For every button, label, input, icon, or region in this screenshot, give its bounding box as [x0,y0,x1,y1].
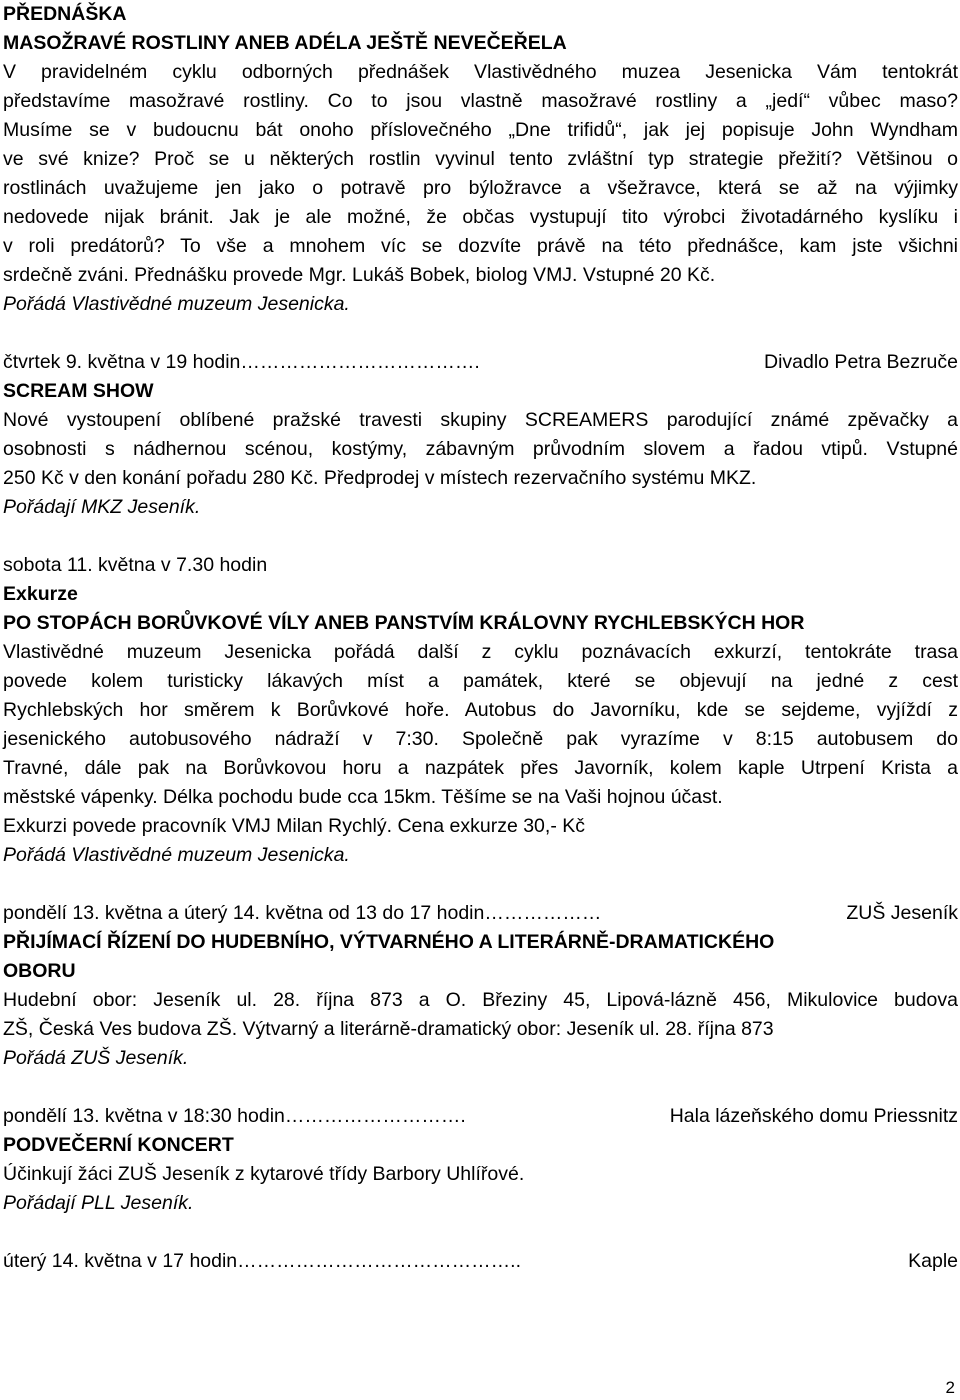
event-organizer: Pořádají PLL Jeseník. [3,1192,194,1214]
body-line: ve své knize? Proč se u některých rostlin vyvinul tento zvláštní typ strategie přežití? Většinou o [3,148,958,170]
event-organizer: Pořádají MKZ Jeseník. [3,496,201,518]
body-line: Účinkují žáci ZUŠ Jeseník z kytarové třídy Barbory Uhlířové. [3,1163,525,1185]
body-line: Musíme se v budoucnu bát onoho příslovečného „Dne trifidů“, jak jej popisuje John Wyndham [3,119,958,141]
body-line: 250 Kč v den konání pořadu 280 Kč. Předprodej v místech rezervačního systému MKZ. [3,467,757,489]
body-line: V pravidelném cyklu odborných přednášek Vlastivědného muzea Jesenicka Vám tentokrát [3,61,958,83]
event-venue: Hala lázeňského domu Priessnitz [669,1105,958,1127]
body-line: Rychlebských hor směrem k Borůvkové hoře. Autobus do Javorníku, kde se sejdeme, vyjíždí z [3,699,958,721]
body-line: Hudební obor: Jeseník ul. 28. října 873 a O. Březiny 45, Lipová-lázně 456, Mikulovice budova [3,989,958,1011]
event-date: úterý 14. května v 17 hodin…………………………………….. [3,1250,521,1272]
event-heading: PŘEDNÁŠKA [3,3,127,25]
event-type: Exkurze [3,583,78,605]
event-venue: Divadlo Petra Bezruče [763,351,958,373]
body-line: osobnosti s nádhernou scénou, kostýmy, zábavným průvodním slovem a řadou vtipů. Vstupné [3,438,958,460]
event-date-row [3,899,958,928]
body-line: srdečně zváni. Přednášku provede Mgr. Lukáš Bobek, biolog VMJ. Vstupné 20 Kč. [3,264,716,286]
event-concert [3,1102,958,1218]
body-line: městské vápenky. Délka pochodu bude cca 15km. Těšíme se na Vaši hojnou účast. [3,786,723,808]
event-venue: ZUŠ Jeseník [846,902,958,924]
body-line: rostlinách uvažujeme jen jako o potravě pro býložravce a všežravce, která se až na výjimky [3,177,958,199]
event-scream-show [3,348,958,522]
event-title: PŘIJÍMACÍ ŘÍZENÍ DO HUDEBNÍHO, VÝTVARNÉHO A LITERÁRNĚ-DRAMATICKÉHO [3,931,775,953]
document-page [3,0,958,1276]
event-date: pondělí 13. května v 18:30 hodin………………………. [3,1105,466,1127]
body-line: představíme masožravé rostliny. Co to jsou vlastně masožravé rostliny a „jedí“ vůbec maso? [3,90,958,112]
leader-dots: ……………… [484,902,602,924]
event-title: PO STOPÁCH BORŮVKOVÉ VÍLY ANEB PANSTVÍM KRÁLOVNY RYCHLEBSKÝCH HOR [3,612,805,634]
event-date-row [3,1102,958,1131]
leader-dots: ………………………. [284,1105,466,1127]
event-date: čtvrtek 9. května v 19 hodin………………………………. [3,351,480,373]
body-line: Nové vystoupení oblíbené pražské travesti skupiny SCREAMERS parodující známé zpěvačky a [3,409,958,431]
leader-dots: …………………………………….. [237,1250,521,1272]
event-title-continued: OBORU [3,960,76,982]
event-title: PODVEČERNÍ KONCERT [3,1134,234,1156]
body-line: v roli predátorů? To vše a mnohem víc se dozvíte právě na této přednášce, kam jste všichni [3,235,958,257]
event-organizer: Pořádá ZUŠ Jeseník. [3,1047,189,1069]
event-date: sobota 11. května v 7.30 hodin [3,554,268,576]
event-chapel [3,1247,958,1276]
event-lecture [3,0,958,319]
event-admission [3,899,958,1073]
event-date-row [3,1247,958,1276]
event-date: pondělí 13. května a úterý 14. května od 13 do 17 hodin……………… [3,902,602,924]
event-venue: Kaple [908,1250,958,1272]
event-organizer: Pořádá Vlastivědné muzeum Jesenicka. [3,844,350,866]
body-line: ZŠ, Česká Ves budova ZŠ. Výtvarný a literárně-dramatický obor: Jeseník ul. 28. října 873 [3,1018,774,1040]
leader-dots: ………………………………. [240,351,480,373]
body-line: Travné, dále pak na Borůvkovou horu a nazpátek přes Javorník, kolem kaple Utrpení Krista a [3,757,958,779]
event-title: MASOŽRAVÉ ROSTLINY ANEB ADÉLA JEŠTĚ NEVEČEŘELA [3,32,567,54]
event-title: SCREAM SHOW [3,380,154,402]
body-line: nedovede nijak bránit. Jak je ale možné, že občas vystupují tito výrobci životadárného kyslíku i [3,206,958,228]
body-line: povede kolem turisticky lákavých míst a památek, které se objevují na jedné z cest [3,670,958,692]
event-excursion [3,551,958,870]
page-number: 2 [945,1378,955,1397]
body-line: Exkurzi povede pracovník VMJ Milan Rychlý. Cena exkurze 30,- Kč [3,815,585,837]
body-line: Vlastivědné muzeum Jesenicka pořádá další z cyklu poznávacích exkurzí, tentokráte trasa [3,641,958,663]
event-date-row [3,348,958,377]
body-line: jesenického autobusového nádraží v 7:30. Společně pak vyrazíme v 8:15 autobusem do [3,728,958,750]
event-organizer: Pořádá Vlastivědné muzeum Jesenicka. [3,293,350,315]
